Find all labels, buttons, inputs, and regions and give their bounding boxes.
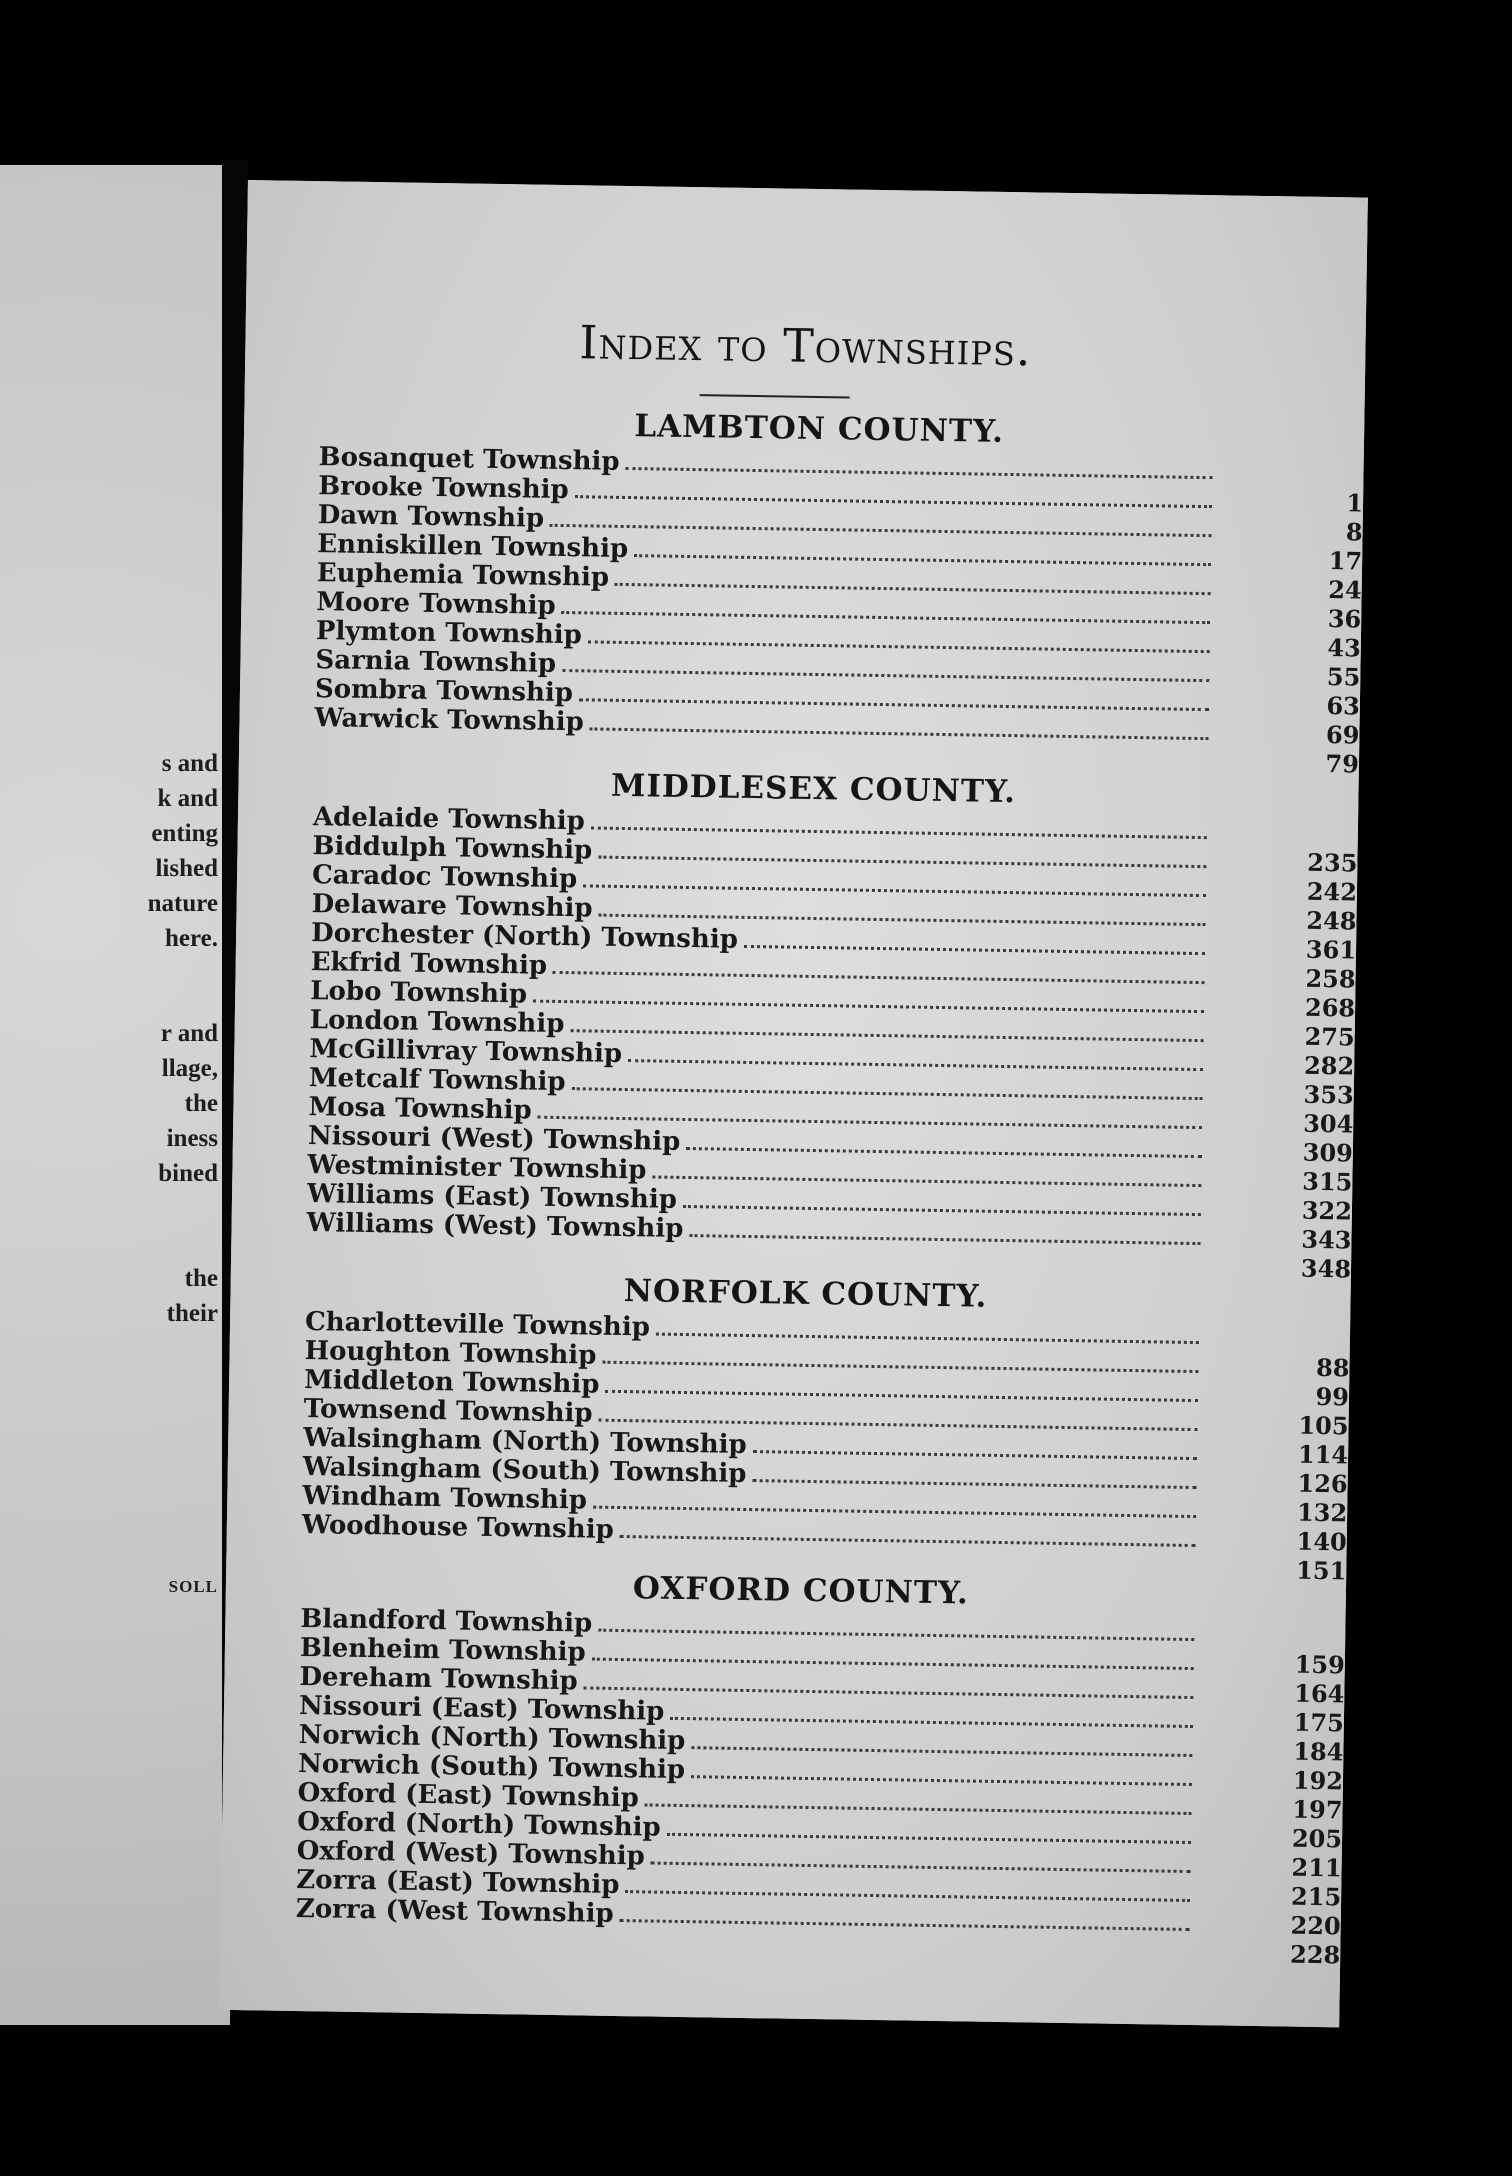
township-name: Dereham Township xyxy=(299,1661,578,1697)
township-name: Houghton Township xyxy=(304,1336,597,1371)
left-fragment: enting xyxy=(151,820,218,847)
township-name: London Township xyxy=(309,1005,565,1040)
page-number: 88 xyxy=(1315,1352,1350,1383)
page-number: 248 xyxy=(1306,905,1357,936)
township-name: Bosanquet Township xyxy=(318,442,620,477)
page-title: Index to Townships. xyxy=(578,315,1032,377)
page-number: 24 xyxy=(1328,575,1362,605)
township-name: Oxford (East) Township xyxy=(297,1777,640,1814)
page-number: 132 xyxy=(1296,1497,1348,1528)
page-number-column xyxy=(1289,487,1364,778)
township-name: Ekfrid Township xyxy=(310,947,548,981)
township-name: Zorra (West Township xyxy=(295,1893,614,1929)
page-number: 197 xyxy=(1292,1794,1343,1825)
page-number: 215 xyxy=(1290,1881,1342,1912)
dot-leader xyxy=(744,927,1206,955)
page-number: 159 xyxy=(1294,1649,1346,1680)
township-name: Woodhouse Township xyxy=(301,1510,614,1545)
section-lambton xyxy=(239,398,1364,779)
township-name: Middleton Township xyxy=(303,1365,600,1400)
township-name: Townsend Township xyxy=(303,1394,593,1429)
page-number: 268 xyxy=(1304,992,1356,1023)
township-name: Williams (West) Township xyxy=(306,1208,684,1244)
page-number: 315 xyxy=(1302,1166,1353,1197)
page-number: 205 xyxy=(1291,1823,1343,1854)
page-number-column xyxy=(1270,1649,1345,1969)
index-page xyxy=(219,180,1368,2027)
township-name: Caradoc Township xyxy=(311,860,578,895)
page-number: 242 xyxy=(1306,876,1358,907)
left-fragment: bined xyxy=(158,1160,218,1187)
township-name: Blenheim Township xyxy=(299,1632,586,1668)
left-fragment: llage, xyxy=(161,1055,218,1082)
township-name: Westminister Township xyxy=(307,1150,647,1186)
page-number: 55 xyxy=(1326,662,1361,692)
left-fragment: r and xyxy=(160,1020,218,1047)
page-number: 235 xyxy=(1307,847,1358,878)
township-name: Mosa Township xyxy=(308,1092,532,1126)
township-name: Euphemia Township xyxy=(316,558,610,593)
page-number: 69 xyxy=(1325,720,1360,750)
township-name: Blandford Township xyxy=(300,1604,593,1639)
township-name: Adelaide Township xyxy=(312,802,586,837)
county-heading: NORFOLK COUNTY. xyxy=(623,1273,988,1315)
page-number: 36 xyxy=(1327,604,1362,634)
left-fragment: here. xyxy=(165,925,218,952)
page-number: 126 xyxy=(1297,1468,1348,1499)
left-fragment: nature xyxy=(147,890,218,917)
page-number: 1 xyxy=(1346,488,1364,518)
page-number: 105 xyxy=(1298,1410,1349,1441)
page-number: 275 xyxy=(1304,1021,1355,1052)
left-fragment: their xyxy=(166,1300,218,1327)
page-number: 343 xyxy=(1301,1224,1352,1255)
township-name: Oxford (West) Township xyxy=(296,1835,646,1872)
page-number: 151 xyxy=(1295,1555,1347,1586)
township-list xyxy=(296,1605,1201,1938)
page-number: 361 xyxy=(1305,934,1357,965)
page-number: 184 xyxy=(1293,1736,1344,1767)
township-name: Walsingham (North) Township xyxy=(303,1423,747,1460)
section-oxford xyxy=(221,1560,1347,1970)
township-list xyxy=(314,443,1218,747)
page-number: 258 xyxy=(1305,963,1356,994)
page-number: 211 xyxy=(1291,1852,1342,1883)
page-number: 282 xyxy=(1303,1050,1355,1081)
township-name: Walsingham (South) Township xyxy=(302,1452,747,1489)
page-number: 63 xyxy=(1326,691,1361,721)
township-name: Zorra (East) Township xyxy=(296,1864,620,1901)
township-name: Oxford (North) Township xyxy=(296,1806,661,1843)
township-name: Sarnia Township xyxy=(315,645,557,679)
page-number: 164 xyxy=(1294,1678,1345,1709)
township-name: Delaware Township xyxy=(311,889,593,924)
left-fragment: the xyxy=(184,1265,218,1292)
page-number: 309 xyxy=(1302,1137,1354,1168)
township-name: Nissouri (East) Township xyxy=(298,1690,665,1727)
page-number: 140 xyxy=(1296,1526,1347,1557)
township-name: Sombra Township xyxy=(314,674,574,709)
page-number: 114 xyxy=(1297,1439,1349,1470)
page-number: 322 xyxy=(1301,1195,1353,1226)
township-list xyxy=(302,1308,1206,1554)
township-name: Enniskillen Township xyxy=(317,529,629,565)
left-fragment: k and xyxy=(157,785,218,812)
township-name: Windham Township xyxy=(302,1481,588,1516)
page-number: 192 xyxy=(1292,1765,1344,1796)
section-norfolk xyxy=(227,1263,1351,1586)
township-name: Lobo Township xyxy=(310,976,528,1010)
township-name: Nissouri (West) Township xyxy=(307,1121,681,1157)
page-number-column xyxy=(1281,847,1358,1283)
township-name: Biddulph Township xyxy=(312,831,593,866)
township-name: Metcalf Township xyxy=(308,1063,566,1098)
page-number: 304 xyxy=(1302,1108,1354,1139)
page-number: 99 xyxy=(1315,1381,1350,1412)
page-number: 43 xyxy=(1327,633,1362,663)
township-name: Norwich (South) Township xyxy=(297,1748,686,1786)
township-name: McGillivray Township xyxy=(309,1034,623,1069)
dot-leader xyxy=(753,1432,1198,1460)
page-number: 8 xyxy=(1345,517,1363,547)
section-middlesex xyxy=(231,758,1358,1284)
page-number-column xyxy=(1276,1352,1350,1585)
county-heading: OXFORD COUNTY. xyxy=(632,1570,970,1612)
page-number: 175 xyxy=(1293,1707,1345,1738)
page-number: 348 xyxy=(1300,1253,1352,1284)
county-heading: LAMBTON COUNTY. xyxy=(634,408,1005,450)
township-name: Williams (East) Township xyxy=(306,1179,678,1215)
township-name: Norwich (North) Township xyxy=(298,1719,686,1757)
township-name: Plymton Township xyxy=(315,616,583,651)
left-fragment: iness xyxy=(166,1125,218,1152)
page-number: 17 xyxy=(1328,546,1363,576)
page-number: 353 xyxy=(1303,1079,1354,1110)
left-fragment: s and xyxy=(161,750,218,777)
township-name: Moore Township xyxy=(316,587,556,621)
left-fragment: lished xyxy=(155,855,218,882)
page-number: 220 xyxy=(1290,1910,1341,1941)
township-name: Charlotteville Township xyxy=(304,1307,651,1343)
title-rule xyxy=(700,394,850,398)
dot-leader xyxy=(752,1461,1197,1489)
township-name: Brooke Township xyxy=(317,471,569,506)
left-fragment: SOLL xyxy=(168,1577,218,1596)
left-page-edge xyxy=(0,165,230,2025)
township-name: Dawn Township xyxy=(317,500,545,534)
page-number: 228 xyxy=(1289,1939,1341,1970)
page-number: 79 xyxy=(1325,748,1360,779)
county-heading: MIDDLESEX COUNTY. xyxy=(610,767,1017,811)
township-list xyxy=(306,803,1213,1252)
township-name: Dorchester (North) Township xyxy=(310,918,739,955)
left-fragment: the xyxy=(184,1090,218,1117)
township-name: Warwick Township xyxy=(314,703,584,738)
